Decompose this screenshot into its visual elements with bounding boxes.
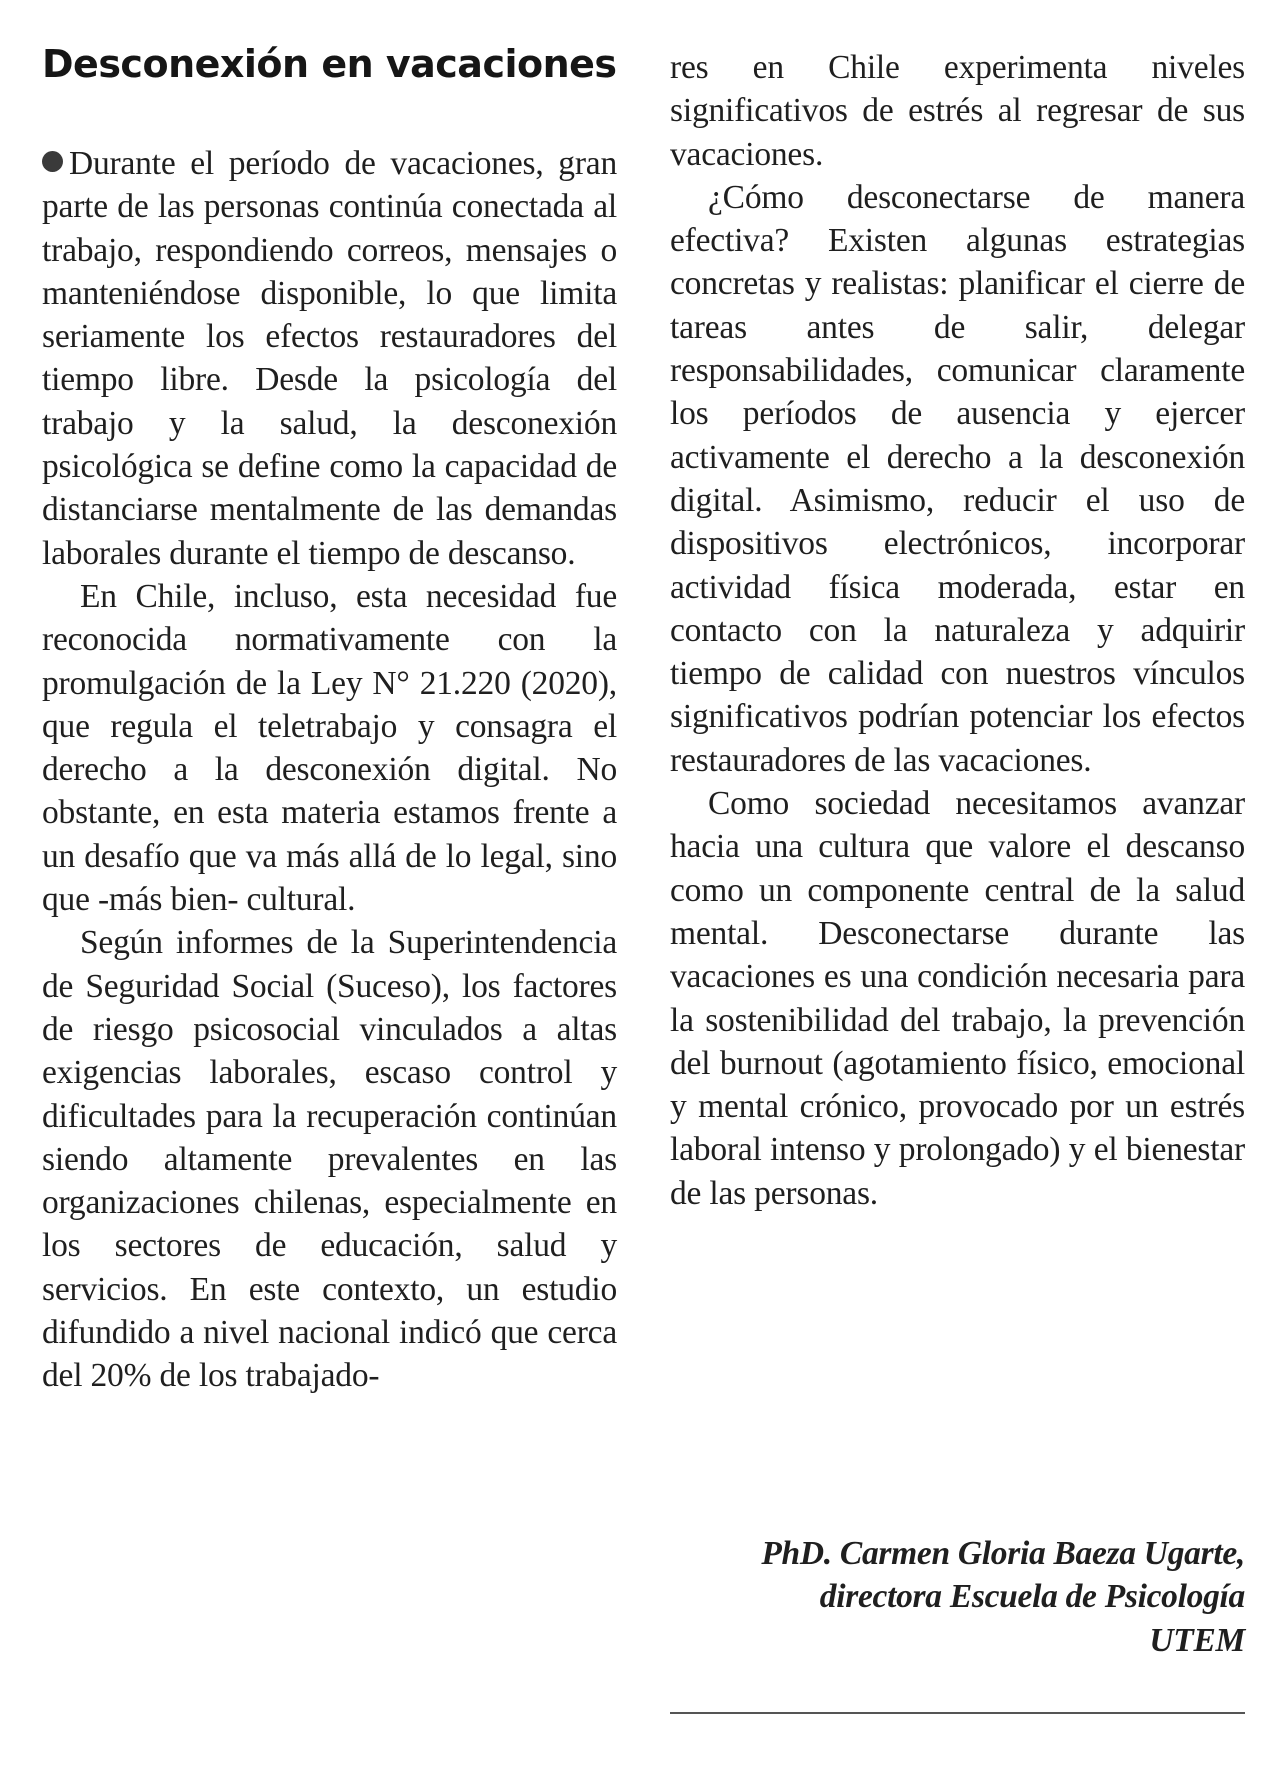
author-signature [670, 1532, 1245, 1662]
article-paragraph [42, 142, 617, 575]
paragraph-text: Durante el período de vacaciones, gran parte de las personas continúa conectada al trabajo, respondiendo correos, mensajes o manteniéndose disponible, lo que limita seriamente los efectos restauradores del tiempo libre. Desde la psicología del trabajo y la salud, la desconexión psicológica se define como la capacidad de distanciarse mentalmente de las demandas laborales durante el tiempo de descanso. [42, 145, 617, 572]
article-paragraph: Según informes de la Superintendencia de Seguridad Social (Suceso), los factores de riesgo psicosocial vinculados a altas exigencias laborales, escaso control y dificultades para la recuperación continúan siendo altamente prevalentes en las organizaciones chilenas, especialmente en los sectores de educación, salud y servicios. En este contexto, un estudio difundido a nivel nacional indicó que cerca del 20% de los trabajado- [42, 924, 617, 1395]
author-role: directora Escuela de Psicología [819, 1578, 1245, 1616]
author-name: PhD. Carmen Gloria Baeza Ugarte, [761, 1535, 1245, 1572]
article-headline: Desconexión en vacaciones [42, 42, 617, 86]
bullet-icon [42, 151, 63, 172]
closing-rule [670, 1712, 1245, 1714]
article-column-left [42, 142, 617, 1398]
author-institution: UTEM [1149, 1621, 1245, 1659]
article-paragraph: En Chile, incluso, esta necesidad fue reconocida normativamente con la promulgación de la Ley N° 21.220 (2020), que regula el teletrabajo y consagra el derecho a la desconexión digital. No obstante, en esta materia estamos frente a un desafío que va más allá de lo legal, sino que -más bien- cultural. [42, 577, 617, 919]
article-paragraph: Como sociedad necesitamos avanzar hacia una cultura que valore el descanso como un componente central de la salud mental. Desconectarse durante las vacaciones es una condición necesaria para la sostenibilidad del trabajo, la prevención del burnout (agotamiento físico, emocional y mental crónico, provocado por un estrés laboral intenso y prolongado) y el bienestar de las personas. [670, 785, 1245, 1212]
article-paragraph: ¿Cómo desconectarse de manera efectiva? Existen algunas estrategias concretas y realistas: planificar el cierre de tareas antes de salir, delegar responsabilidades, comunicar claramente los períodos de ausencia y ejercer activamente el derecho a la desconexión digital. Asimismo, reducir el uso de dispositivos electrónicos, incorporar actividad física moderada, estar en contacto con la naturaleza y adquirir tiempo de calidad con nuestros vínculos significativos podrían potenciar los efectos restauradores de las vacaciones. [670, 178, 1245, 779]
article-column-right [670, 46, 1245, 1215]
article-paragraph: res en Chile experimenta niveles significativos de estrés al regresar de sus vacaciones. [670, 49, 1245, 173]
